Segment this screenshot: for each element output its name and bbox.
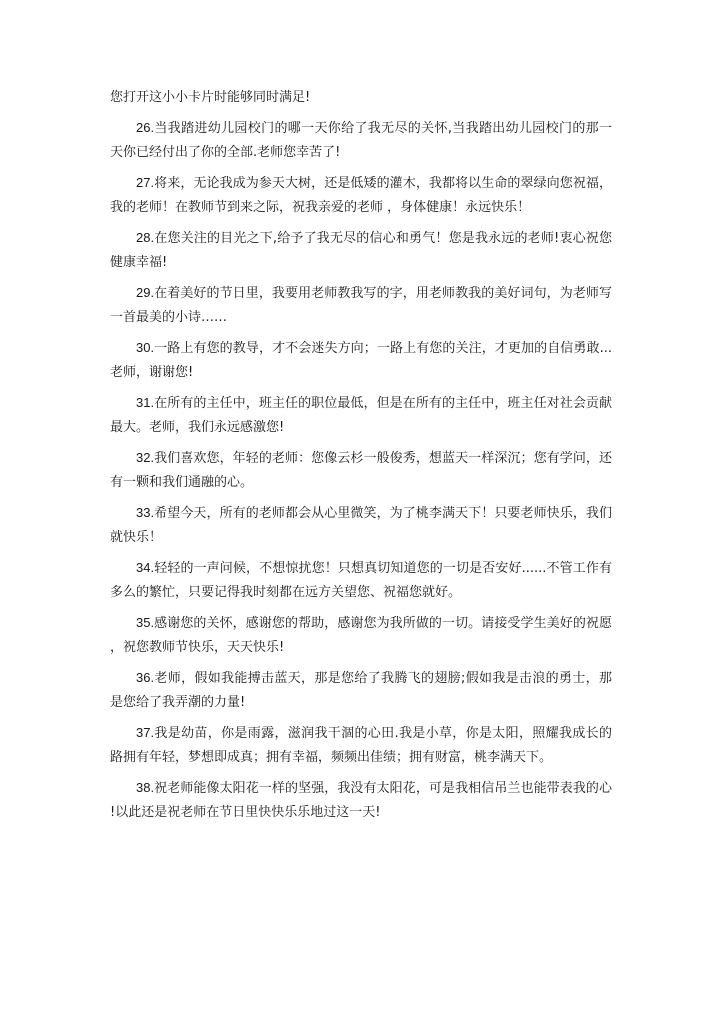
list-item — [110, 556, 612, 605]
item-number: 38. — [136, 780, 155, 795]
list-item — [110, 666, 612, 715]
item-number: 34. — [136, 560, 155, 575]
item-text: 在您关注的目光之下,给予了我无尽的信心和勇气！您是我永远的老师!衷心祝您健康幸福! — [110, 231, 612, 270]
document-page — [110, 86, 612, 831]
item-number: 28. — [136, 230, 155, 245]
item-number: 31. — [136, 395, 155, 410]
item-text: 在所有的主任中，班主任的职位最低，但是在所有的主任中，班主任对社会贡献最大。老师，我们永远感激您! — [110, 396, 612, 435]
item-number: 27. — [136, 175, 155, 190]
item-number: 26. — [136, 120, 155, 135]
list-item — [110, 446, 612, 495]
item-text: 老师，假如我能搏击蓝天，那是您给了我腾飞的翅膀;假如我是击浪的勇士，那是您给了我弄潮的力量! — [110, 671, 612, 710]
list-item — [110, 281, 612, 330]
item-number: 33. — [136, 505, 155, 520]
leading-paragraph: 您打开这小小卡片时能够同时满足! — [110, 90, 311, 105]
list-item — [110, 391, 612, 440]
list-item — [110, 721, 612, 770]
list-item — [110, 171, 612, 220]
item-number: 32. — [136, 450, 155, 465]
item-text: 将来，无论我成为参天大树，还是低矮的灌木，我都将以生命的翠绿向您祝福，我的老师！在教师节到来之际，祝我亲爱的老师 ，身体健康！永远快乐！ — [110, 176, 612, 215]
item-number: 37. — [136, 725, 155, 740]
item-text: 一路上有您的教导，才不会迷失方向；一路上有您的关注，才更加的自信勇敢...老师，谢谢您! — [110, 341, 612, 380]
list-item — [110, 611, 612, 660]
item-text: 我们喜欢您，年轻的老师：您像云杉一般俊秀，想蓝天一样深沉；您有学问，还有一颗和我们通融的心。 — [110, 451, 612, 490]
list-item — [110, 776, 612, 825]
item-text: 轻轻的一声问候，不想惊扰您！只想真切知道您的一切是否安好......不管工作有多么的繁忙，只要记得我时刻都在远方关望您、祝福您就好。 — [110, 561, 612, 600]
list-item — [110, 116, 612, 165]
item-number: 36. — [136, 670, 155, 685]
item-text: 感谢您的关怀，感谢您的帮助，感谢您为我所做的一切。请接受学生美好的祝愿，祝您教师节快乐，天天快乐! — [110, 616, 612, 655]
list-item — [110, 501, 612, 550]
list-item — [110, 226, 612, 275]
item-number: 35. — [136, 615, 155, 630]
item-text: 在着美好的节日里，我要用老师教我写的字，用老师教我的美好词句，为老师写一首最美的小诗…… — [110, 286, 612, 325]
list-item — [110, 336, 612, 385]
item-number: 29. — [136, 285, 155, 300]
wishes-list — [110, 116, 612, 825]
item-text: 祝老师能像太阳花一样的坚强，我没有太阳花，可是我相信吊兰也能带表我的心!以此还是祝老师在节日里快快乐乐地过这一天! — [110, 781, 612, 820]
item-number: 30. — [136, 340, 155, 355]
item-text: 希望今天，所有的老师都会从心里微笑，为了桃李满天下！只要老师快乐，我们就快乐！ — [110, 506, 612, 545]
item-text: 当我踏进幼儿园校门的哪一天你给了我无尽的关怀,当我踏出幼儿园校门的那一天你已经付出了你的全部.老师您幸苦了! — [110, 121, 612, 160]
item-text: 我是幼苗，你是雨露，滋润我干涸的心田.我是小草，你是太阳，照耀我成长的路拥有年轻，梦想即成真；拥有幸福，频频出佳绩；拥有财富，桃李满天下。 — [110, 726, 612, 765]
